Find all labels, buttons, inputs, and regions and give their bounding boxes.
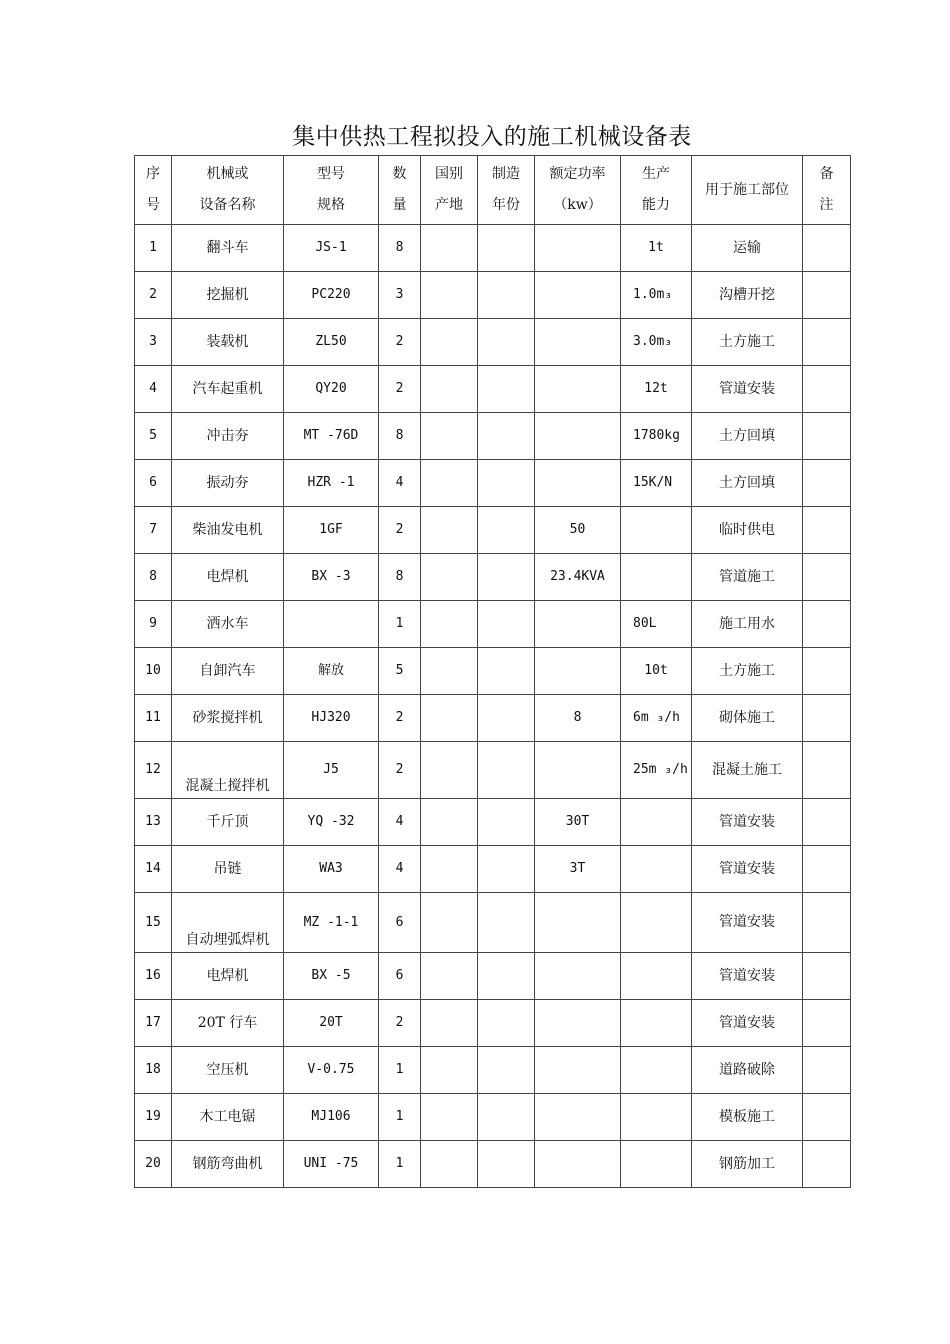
cell-qty: 1 bbox=[379, 1141, 421, 1188]
cell-no: 8 bbox=[135, 554, 172, 601]
cell-origin bbox=[421, 554, 478, 601]
cell-no: 9 bbox=[135, 601, 172, 648]
header-cell-power: 额定功率 （kw） bbox=[535, 156, 621, 225]
cell-no: 18 bbox=[135, 1047, 172, 1094]
cell-origin bbox=[421, 1094, 478, 1141]
cell-capacity bbox=[621, 846, 692, 893]
header-cell-note: 备 注 bbox=[803, 156, 851, 225]
cell-usage: 临时供电 bbox=[692, 507, 803, 554]
cell-capacity bbox=[621, 554, 692, 601]
cell-note bbox=[803, 648, 851, 695]
cell-model: 20T bbox=[284, 1000, 379, 1047]
cell-name: 20T 行车 bbox=[172, 1000, 284, 1047]
cell-usage: 土方回填 bbox=[692, 460, 803, 507]
cell-name: 钢筋弯曲机 bbox=[172, 1141, 284, 1188]
cell-capacity: 3.0m₃ bbox=[621, 319, 692, 366]
cell-note bbox=[803, 272, 851, 319]
cell-name: 挖掘机 bbox=[172, 272, 284, 319]
header-cell-usage: 用于施工部位 bbox=[692, 156, 803, 225]
cell-no: 5 bbox=[135, 413, 172, 460]
cell-note bbox=[803, 1047, 851, 1094]
cell-no: 12 bbox=[135, 742, 172, 799]
cell-model: JS-1 bbox=[284, 225, 379, 272]
cell-note bbox=[803, 799, 851, 846]
cell-capacity: 1780kg bbox=[621, 413, 692, 460]
cell-model: HJ320 bbox=[284, 695, 379, 742]
cell-origin bbox=[421, 799, 478, 846]
cell-origin bbox=[421, 893, 478, 953]
cell-name: 混凝土搅拌机 bbox=[172, 742, 284, 799]
cell-year bbox=[478, 366, 535, 413]
cell-origin bbox=[421, 1000, 478, 1047]
cell-model: ZL50 bbox=[284, 319, 379, 366]
cell-model: BX -5 bbox=[284, 953, 379, 1000]
cell-note bbox=[803, 1141, 851, 1188]
cell-no: 16 bbox=[135, 953, 172, 1000]
table-header-row bbox=[135, 156, 851, 225]
page-title: 集中供热工程拟投入的施工机械设备表 bbox=[292, 124, 692, 150]
cell-qty: 4 bbox=[379, 460, 421, 507]
table-row bbox=[135, 799, 851, 846]
table-row bbox=[135, 953, 851, 1000]
cell-power: 30T bbox=[535, 799, 621, 846]
cell-note bbox=[803, 1094, 851, 1141]
cell-capacity bbox=[621, 1047, 692, 1094]
cell-no: 15 bbox=[135, 893, 172, 953]
cell-origin bbox=[421, 648, 478, 695]
cell-power bbox=[535, 225, 621, 272]
table-row bbox=[135, 695, 851, 742]
table-row bbox=[135, 742, 851, 799]
cell-capacity: 80L bbox=[621, 601, 692, 648]
cell-model: HZR -1 bbox=[284, 460, 379, 507]
table-row bbox=[135, 460, 851, 507]
cell-usage: 土方回填 bbox=[692, 413, 803, 460]
cell-power bbox=[535, 460, 621, 507]
header-cell-name: 机械或 设备名称 bbox=[172, 156, 284, 225]
cell-model bbox=[284, 601, 379, 648]
cell-power bbox=[535, 953, 621, 1000]
cell-year bbox=[478, 846, 535, 893]
cell-note bbox=[803, 507, 851, 554]
cell-power: 3T bbox=[535, 846, 621, 893]
table-row bbox=[135, 648, 851, 695]
cell-origin bbox=[421, 460, 478, 507]
cell-year bbox=[478, 1047, 535, 1094]
cell-note bbox=[803, 1000, 851, 1047]
cell-year bbox=[478, 893, 535, 953]
cell-note bbox=[803, 554, 851, 601]
cell-no: 7 bbox=[135, 507, 172, 554]
cell-power bbox=[535, 366, 621, 413]
cell-capacity bbox=[621, 1094, 692, 1141]
cell-usage: 土方施工 bbox=[692, 648, 803, 695]
cell-note bbox=[803, 319, 851, 366]
cell-qty: 2 bbox=[379, 695, 421, 742]
cell-power bbox=[535, 1141, 621, 1188]
cell-name: 千斤顶 bbox=[172, 799, 284, 846]
cell-capacity: 12t bbox=[621, 366, 692, 413]
cell-note bbox=[803, 695, 851, 742]
cell-usage: 土方施工 bbox=[692, 319, 803, 366]
cell-no: 20 bbox=[135, 1141, 172, 1188]
cell-name: 冲击夯 bbox=[172, 413, 284, 460]
cell-year bbox=[478, 1000, 535, 1047]
cell-name: 电焊机 bbox=[172, 554, 284, 601]
cell-no: 19 bbox=[135, 1094, 172, 1141]
cell-capacity bbox=[621, 1141, 692, 1188]
cell-model: MJ106 bbox=[284, 1094, 379, 1141]
cell-power bbox=[535, 319, 621, 366]
cell-no: 1 bbox=[135, 225, 172, 272]
table-row bbox=[135, 601, 851, 648]
cell-note bbox=[803, 225, 851, 272]
cell-usage: 管道施工 bbox=[692, 554, 803, 601]
cell-model: PC220 bbox=[284, 272, 379, 319]
cell-capacity bbox=[621, 893, 692, 953]
cell-origin bbox=[421, 272, 478, 319]
cell-model: YQ -32 bbox=[284, 799, 379, 846]
cell-qty: 8 bbox=[379, 554, 421, 601]
cell-note bbox=[803, 742, 851, 799]
cell-no: 14 bbox=[135, 846, 172, 893]
cell-model: J5 bbox=[284, 742, 379, 799]
cell-model: V-0.75 bbox=[284, 1047, 379, 1094]
cell-usage: 沟槽开挖 bbox=[692, 272, 803, 319]
table-row bbox=[135, 366, 851, 413]
cell-no: 4 bbox=[135, 366, 172, 413]
cell-origin bbox=[421, 601, 478, 648]
cell-year bbox=[478, 460, 535, 507]
cell-no: 6 bbox=[135, 460, 172, 507]
cell-year bbox=[478, 554, 535, 601]
cell-power bbox=[535, 1047, 621, 1094]
cell-qty: 1 bbox=[379, 1047, 421, 1094]
cell-model: 解放 bbox=[284, 648, 379, 695]
cell-usage: 管道安装 bbox=[692, 893, 803, 953]
cell-usage: 砌体施工 bbox=[692, 695, 803, 742]
cell-capacity bbox=[621, 1000, 692, 1047]
cell-name: 自卸汽车 bbox=[172, 648, 284, 695]
header-cell-no: 序 号 bbox=[135, 156, 172, 225]
cell-qty: 4 bbox=[379, 846, 421, 893]
cell-year bbox=[478, 648, 535, 695]
cell-no: 2 bbox=[135, 272, 172, 319]
cell-origin bbox=[421, 742, 478, 799]
cell-usage: 钢筋加工 bbox=[692, 1141, 803, 1188]
cell-name: 装载机 bbox=[172, 319, 284, 366]
cell-note bbox=[803, 366, 851, 413]
table-row bbox=[135, 893, 851, 953]
cell-year bbox=[478, 1141, 535, 1188]
cell-power bbox=[535, 1094, 621, 1141]
table-row bbox=[135, 1000, 851, 1047]
header-cell-model: 型号 规格 bbox=[284, 156, 379, 225]
cell-qty: 8 bbox=[379, 413, 421, 460]
table-row bbox=[135, 554, 851, 601]
cell-usage: 管道安装 bbox=[692, 366, 803, 413]
cell-usage: 运输 bbox=[692, 225, 803, 272]
cell-capacity: 15K/N bbox=[621, 460, 692, 507]
cell-origin bbox=[421, 225, 478, 272]
cell-qty: 4 bbox=[379, 799, 421, 846]
table-row bbox=[135, 272, 851, 319]
cell-qty: 2 bbox=[379, 366, 421, 413]
cell-no: 13 bbox=[135, 799, 172, 846]
cell-capacity bbox=[621, 507, 692, 554]
cell-note bbox=[803, 601, 851, 648]
cell-qty: 6 bbox=[379, 953, 421, 1000]
cell-name: 汽车起重机 bbox=[172, 366, 284, 413]
header-cell-qty: 数 量 bbox=[379, 156, 421, 225]
cell-capacity: 10t bbox=[621, 648, 692, 695]
cell-year bbox=[478, 272, 535, 319]
header-cell-year: 制造 年份 bbox=[478, 156, 535, 225]
cell-qty: 2 bbox=[379, 507, 421, 554]
cell-usage: 施工用水 bbox=[692, 601, 803, 648]
cell-year bbox=[478, 225, 535, 272]
cell-model: QY20 bbox=[284, 366, 379, 413]
cell-model: UNI -75 bbox=[284, 1141, 379, 1188]
cell-power: 23.4KVA bbox=[535, 554, 621, 601]
cell-name: 洒水车 bbox=[172, 601, 284, 648]
cell-capacity: 6m ₃/h bbox=[621, 695, 692, 742]
cell-year bbox=[478, 413, 535, 460]
cell-name: 翻斗车 bbox=[172, 225, 284, 272]
cell-capacity bbox=[621, 953, 692, 1000]
cell-note bbox=[803, 893, 851, 953]
cell-power: 50 bbox=[535, 507, 621, 554]
cell-qty: 8 bbox=[379, 225, 421, 272]
cell-name: 自动埋弧焊机 bbox=[172, 893, 284, 953]
cell-year bbox=[478, 601, 535, 648]
cell-year bbox=[478, 695, 535, 742]
cell-model: 1GF bbox=[284, 507, 379, 554]
cell-capacity: 1.0m₃ bbox=[621, 272, 692, 319]
cell-origin bbox=[421, 695, 478, 742]
cell-year bbox=[478, 742, 535, 799]
cell-note bbox=[803, 953, 851, 1000]
cell-name: 电焊机 bbox=[172, 953, 284, 1000]
cell-capacity: 1t bbox=[621, 225, 692, 272]
cell-power bbox=[535, 272, 621, 319]
header-cell-origin: 国别 产地 bbox=[421, 156, 478, 225]
cell-qty: 2 bbox=[379, 742, 421, 799]
cell-usage: 模板施工 bbox=[692, 1094, 803, 1141]
cell-power bbox=[535, 413, 621, 460]
cell-model: WA3 bbox=[284, 846, 379, 893]
cell-origin bbox=[421, 413, 478, 460]
cell-usage: 管道安装 bbox=[692, 1000, 803, 1047]
cell-origin bbox=[421, 1047, 478, 1094]
cell-note bbox=[803, 460, 851, 507]
cell-no: 3 bbox=[135, 319, 172, 366]
cell-power: 8 bbox=[535, 695, 621, 742]
cell-note bbox=[803, 846, 851, 893]
equipment-table bbox=[134, 155, 851, 1188]
cell-model: MZ -1-1 bbox=[284, 893, 379, 953]
cell-year bbox=[478, 953, 535, 1000]
cell-power bbox=[535, 742, 621, 799]
cell-no: 17 bbox=[135, 1000, 172, 1047]
cell-year bbox=[478, 1094, 535, 1141]
cell-qty: 5 bbox=[379, 648, 421, 695]
cell-model: BX -3 bbox=[284, 554, 379, 601]
cell-qty: 2 bbox=[379, 1000, 421, 1047]
cell-year bbox=[478, 319, 535, 366]
cell-name: 木工电锯 bbox=[172, 1094, 284, 1141]
table-row bbox=[135, 1094, 851, 1141]
table-row bbox=[135, 846, 851, 893]
cell-power bbox=[535, 893, 621, 953]
cell-origin bbox=[421, 1141, 478, 1188]
cell-year bbox=[478, 507, 535, 554]
cell-no: 11 bbox=[135, 695, 172, 742]
cell-capacity: 25m ₃/h bbox=[621, 742, 692, 799]
cell-power bbox=[535, 648, 621, 695]
cell-year bbox=[478, 799, 535, 846]
cell-usage: 混凝土施工 bbox=[692, 742, 803, 799]
cell-qty: 3 bbox=[379, 272, 421, 319]
cell-name: 空压机 bbox=[172, 1047, 284, 1094]
cell-origin bbox=[421, 366, 478, 413]
table-row bbox=[135, 225, 851, 272]
table-row bbox=[135, 1047, 851, 1094]
table-row bbox=[135, 413, 851, 460]
cell-name: 吊链 bbox=[172, 846, 284, 893]
cell-origin bbox=[421, 846, 478, 893]
table-row bbox=[135, 319, 851, 366]
cell-origin bbox=[421, 319, 478, 366]
header-cell-capacity: 生产 能力 bbox=[621, 156, 692, 225]
cell-qty: 2 bbox=[379, 319, 421, 366]
cell-usage: 管道安装 bbox=[692, 846, 803, 893]
cell-no: 10 bbox=[135, 648, 172, 695]
table-row bbox=[135, 1141, 851, 1188]
cell-usage: 管道安装 bbox=[692, 953, 803, 1000]
cell-qty: 1 bbox=[379, 601, 421, 648]
cell-origin bbox=[421, 507, 478, 554]
cell-power bbox=[535, 601, 621, 648]
cell-name: 柴油发电机 bbox=[172, 507, 284, 554]
cell-usage: 道路破除 bbox=[692, 1047, 803, 1094]
cell-note bbox=[803, 413, 851, 460]
cell-origin bbox=[421, 953, 478, 1000]
cell-qty: 6 bbox=[379, 893, 421, 953]
table-row bbox=[135, 507, 851, 554]
cell-model: MT -76D bbox=[284, 413, 379, 460]
cell-usage: 管道安装 bbox=[692, 799, 803, 846]
cell-qty: 1 bbox=[379, 1094, 421, 1141]
cell-power bbox=[535, 1000, 621, 1047]
cell-capacity bbox=[621, 799, 692, 846]
cell-name: 砂浆搅拌机 bbox=[172, 695, 284, 742]
cell-name: 振动夯 bbox=[172, 460, 284, 507]
